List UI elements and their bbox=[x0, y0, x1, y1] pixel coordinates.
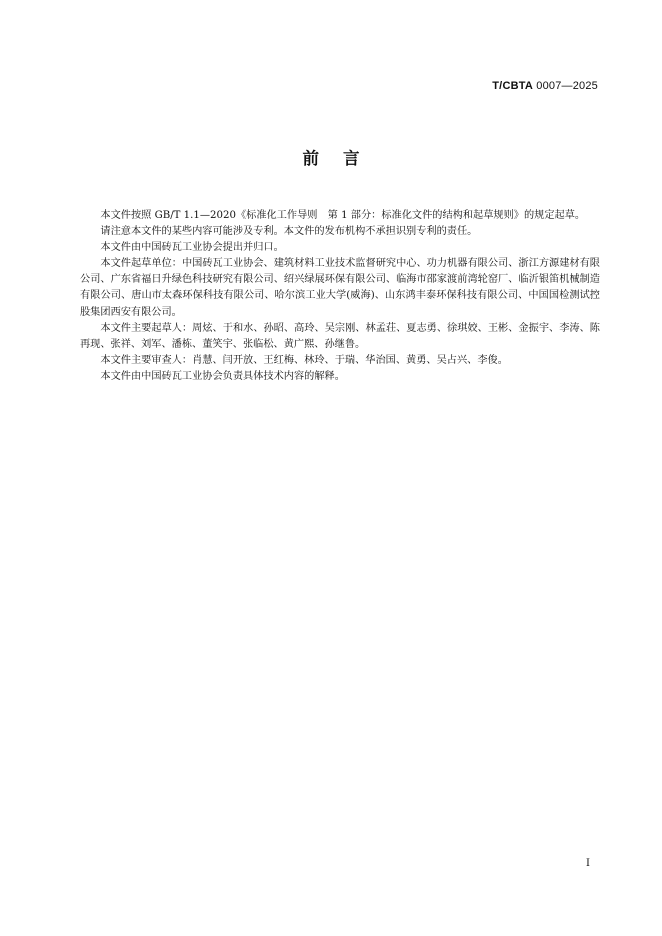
paragraph-patent-notice: 请注意本文件的某些内容可能涉及专利。本文件的发布机构不承担识别专利的责任。 bbox=[100, 226, 478, 238]
paragraph-drafting-units: 本文件起草单位：中国砖瓦工业协会、建筑材料工业技术监督研究中心、功力机器有限公司、浙江方源建材有限公司、广东省福日升绿色科技研究有限公司、绍兴绿展环保有限公司、临海市邵家渡前湾轮窑厂、临沂银笛机械制造有限公司、唐山市太森环保科技有限公司、哈尔滨工业大学(威海)、山东鸿丰泰环保科技有限公司、中国国检测试控股集团西安有限公司。 bbox=[80, 258, 600, 318]
paragraph-drafting-basis: 本文件按照 GB/T 1.1—2020《标准化工作导则 第 1 部分：标准化文件的结构和起草规则》的规定起草。 bbox=[100, 210, 586, 221]
foreword-body bbox=[80, 208, 600, 385]
document-standard-prefix: T/CBTA bbox=[492, 80, 533, 92]
paragraph-main-reviewers: 本文件主要审查人：肖慧、闫开放、王红梅、林玲、于瑞、华治国、黄勇、吴占兴、李俊。 bbox=[100, 354, 508, 366]
paragraph-interpretation: 本文件由中国砖瓦工业协会负责具体技术内容的解释。 bbox=[100, 370, 345, 382]
document-standard-number: 0007—2025 bbox=[536, 80, 598, 92]
page-title: 前言 bbox=[302, 149, 384, 168]
paragraph-proposer: 本文件由中国砖瓦工业协会提出并归口。 bbox=[100, 242, 284, 254]
page-number: I bbox=[586, 858, 590, 869]
document-identifier bbox=[492, 80, 598, 92]
paragraph-main-drafters: 本文件主要起草人：周炫、于和水、孙昭、高玲、吴宗刚、林孟荘、夏志勇、徐琪姣、王彬、金振宇、李涛、陈再现、张祥、刘军、潘栋、董笑宇、张临松、黄广熙、孙继鲁。 bbox=[80, 322, 600, 350]
